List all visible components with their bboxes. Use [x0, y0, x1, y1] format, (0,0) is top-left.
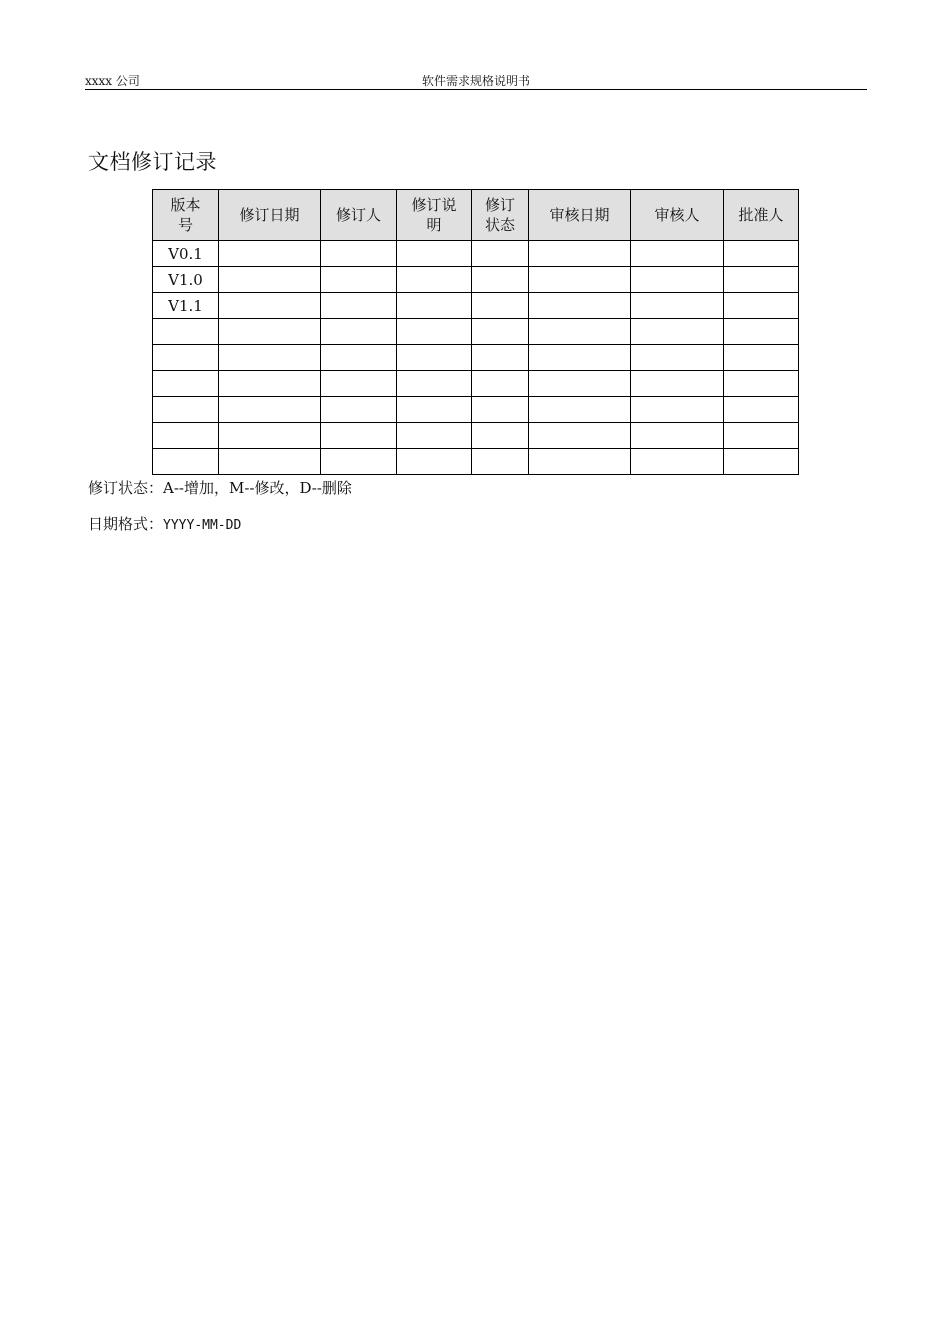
table-cell — [219, 267, 321, 293]
company-name: xxxx 公司 — [85, 74, 140, 88]
header-line: 修订人 — [335, 206, 381, 224]
table-row — [153, 423, 799, 449]
table-cell — [397, 241, 472, 267]
table-cell — [529, 267, 631, 293]
header-line: 号 — [177, 216, 193, 234]
table-cell — [724, 397, 799, 423]
header-line: 批准人 — [738, 206, 784, 224]
table-cell — [397, 423, 472, 449]
column-header — [724, 190, 799, 241]
table-cell — [529, 345, 631, 371]
table-cell — [631, 449, 724, 475]
table-cell — [529, 423, 631, 449]
header-line: 版本 — [170, 196, 201, 214]
table-cell — [472, 267, 529, 293]
table-cell: V1.1 — [153, 293, 219, 319]
table-cell: V0.1 — [153, 241, 219, 267]
date-format: YYYY-MM-DD — [163, 518, 242, 533]
header-line: 修订 — [484, 196, 515, 214]
table-cell — [153, 345, 219, 371]
table-cell — [397, 371, 472, 397]
status-text: A--增加，M--修改，D--删除 — [163, 479, 352, 497]
table-cell — [153, 319, 219, 345]
table-cell — [472, 397, 529, 423]
table-cell — [724, 241, 799, 267]
table-cell — [631, 241, 724, 267]
status-label: 修订状态： — [88, 479, 164, 497]
table-cell — [472, 293, 529, 319]
table-row — [153, 293, 799, 319]
table-cell — [397, 267, 472, 293]
table-cell — [529, 319, 631, 345]
table-cell — [529, 293, 631, 319]
table-cell — [153, 449, 219, 475]
column-header — [153, 190, 219, 241]
table-cell — [529, 241, 631, 267]
table-cell — [321, 345, 397, 371]
table-cell — [321, 241, 397, 267]
table-header-row — [153, 190, 799, 241]
table-cell: V1.0 — [153, 267, 219, 293]
header-line: 审核日期 — [549, 206, 610, 224]
table-cell — [472, 449, 529, 475]
table-cell — [321, 319, 397, 345]
page-header — [85, 72, 867, 90]
table-cell — [397, 449, 472, 475]
table-cell — [529, 371, 631, 397]
date-format-note — [88, 513, 241, 534]
table-cell — [631, 397, 724, 423]
column-header — [529, 190, 631, 241]
table-cell — [321, 423, 397, 449]
table-cell — [153, 423, 219, 449]
column-header — [397, 190, 472, 241]
table-cell — [631, 371, 724, 397]
table-cell — [219, 345, 321, 371]
table-cell — [724, 293, 799, 319]
document-name: 软件需求规格说明书 — [421, 74, 530, 88]
table-cell — [219, 449, 321, 475]
table-cell — [724, 345, 799, 371]
table-cell — [153, 371, 219, 397]
table-cell — [472, 371, 529, 397]
table-cell — [219, 397, 321, 423]
table-cell — [631, 319, 724, 345]
table-row — [153, 371, 799, 397]
column-header — [472, 190, 529, 241]
revision-table — [152, 189, 799, 475]
table-cell — [472, 345, 529, 371]
page-title: 文档修订记录 — [88, 150, 217, 174]
header-line: 修订日期 — [239, 206, 300, 224]
table-row — [153, 345, 799, 371]
table-cell — [219, 241, 321, 267]
table-cell — [397, 397, 472, 423]
table-row — [153, 449, 799, 475]
table-cell — [219, 371, 321, 397]
table-cell — [472, 319, 529, 345]
table-cell — [321, 449, 397, 475]
table-cell — [472, 241, 529, 267]
header-line: 修订说 — [411, 196, 457, 214]
table-cell — [153, 397, 219, 423]
table-cell — [397, 319, 472, 345]
table-row — [153, 319, 799, 345]
table-cell — [397, 345, 472, 371]
table-cell — [321, 293, 397, 319]
table-cell — [724, 267, 799, 293]
table-cell — [321, 397, 397, 423]
table-cell — [321, 267, 397, 293]
table-cell — [472, 423, 529, 449]
header-line: 明 — [426, 216, 442, 234]
column-header — [219, 190, 321, 241]
table-cell — [219, 319, 321, 345]
table-cell — [724, 319, 799, 345]
table-cell — [724, 371, 799, 397]
table-cell — [529, 397, 631, 423]
table-cell — [724, 449, 799, 475]
table-cell — [321, 371, 397, 397]
revision-status-note — [88, 477, 352, 498]
date-label: 日期格式： — [88, 515, 164, 533]
header-line: 状态 — [484, 216, 515, 234]
table-row — [153, 267, 799, 293]
table-cell — [724, 423, 799, 449]
table-cell — [631, 293, 724, 319]
table-cell — [219, 293, 321, 319]
table-cell — [631, 345, 724, 371]
table-cell — [397, 293, 472, 319]
table-cell — [219, 423, 321, 449]
table-row — [153, 397, 799, 423]
column-header — [321, 190, 397, 241]
column-header — [631, 190, 724, 241]
table-row — [153, 241, 799, 267]
header-line: 审核人 — [654, 206, 700, 224]
table-cell — [631, 423, 724, 449]
table-cell — [631, 267, 724, 293]
table-cell — [529, 449, 631, 475]
